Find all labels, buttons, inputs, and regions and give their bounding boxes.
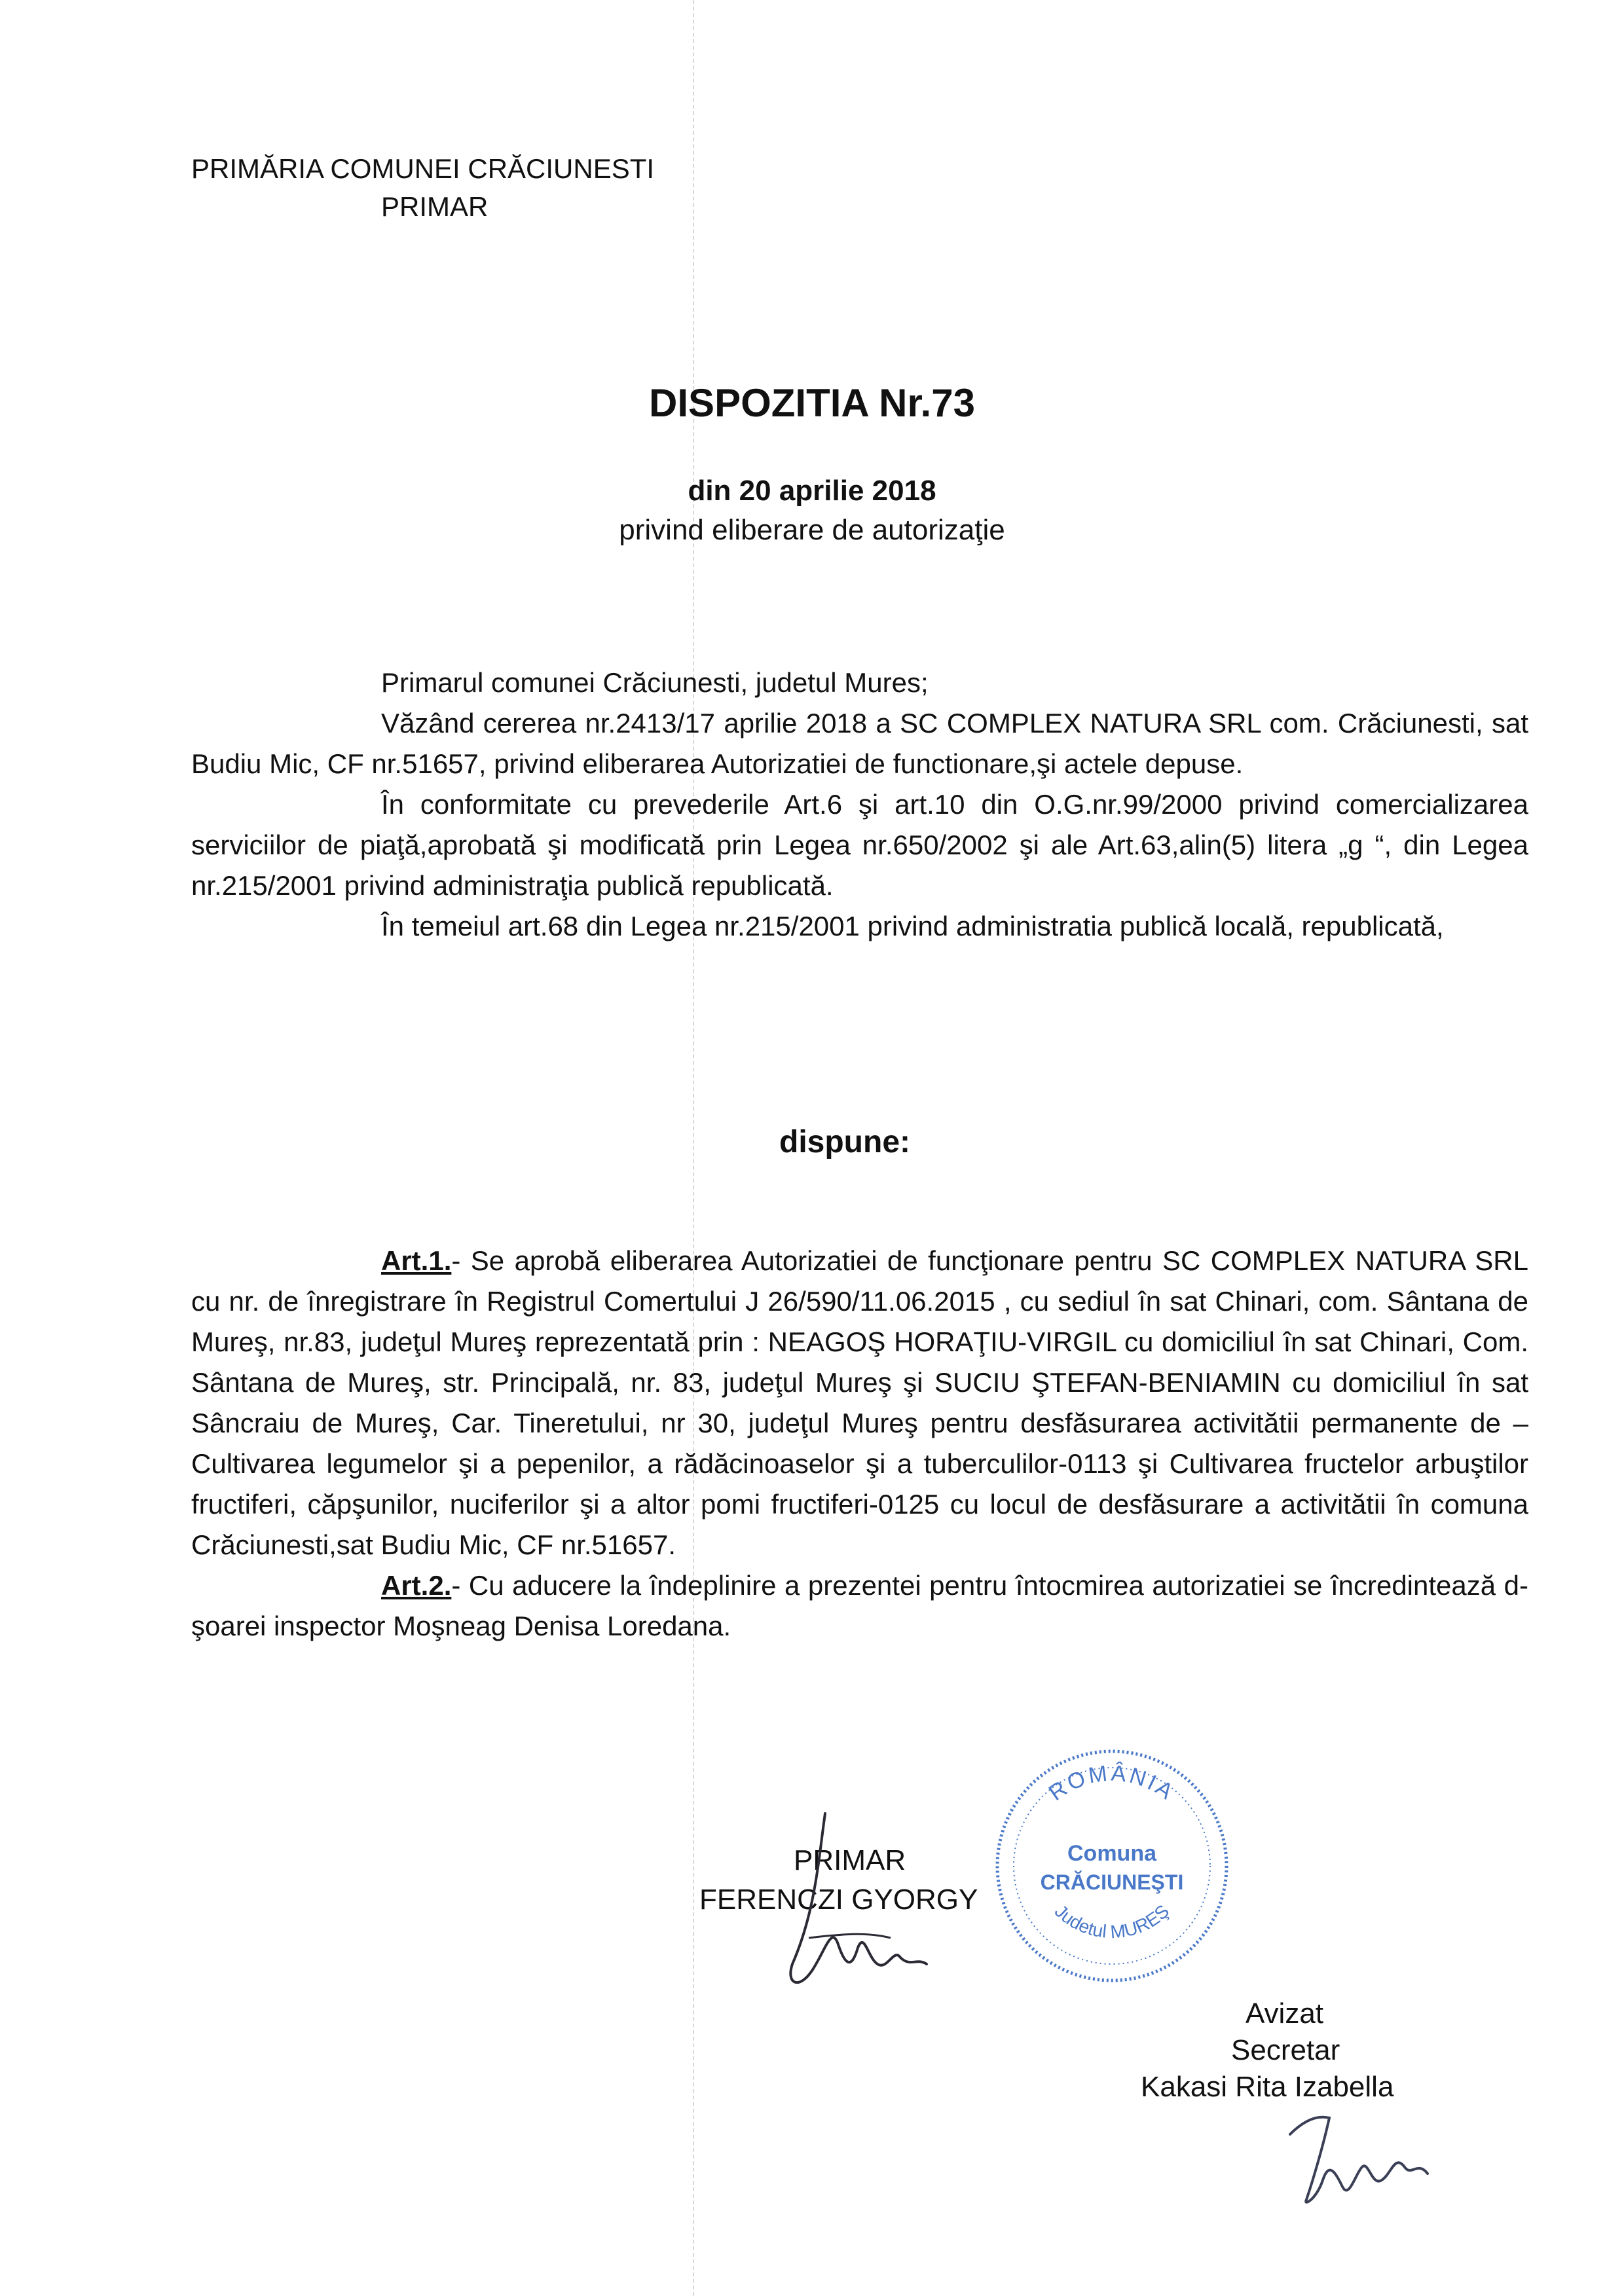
fold-line	[693, 0, 694, 2296]
article-1-text: - Se aprobă eliberarea Autorizatiei de funcţionare pentru SC COMPLEX NATURA SRL cu nr. de înregistrare în Registrul Comertului J 26/590/11.06.2015 , cu sediul în sat Chinari, com. Sântana de Mureş, nr.83, judeţul Mureş reprezentată prin : NEAGOŞ HORAŢIU-VIRGIL cu domiciliul în sat Chinari, Com. Sântana de Mureş, str. Principală, nr. 83, judeţul Mureş şi SUCIU ŞTEFAN-BENIAMIN cu domiciliul în sat Sâncraiu de Mureş, Car. Tineretului, nr 30, judeţul Mureş pentru desfăsurarea activitătii permanente de – Cultivarea legumelor şi a pepenilor, a rădăcinoaselor şi a tuberculilor-0113 şi Cultivarea fructelor arbuştilor fructiferi, căpşunilor, nuciferilor şi a altor pomi fructiferi-0125 cu locul de desfăsurare a activitătii în comuna Crăciunesti,sat Budiu Mic, CF nr.51657.	[191, 1245, 1528, 1560]
institution-name: PRIMĂRIA COMUNEI CRĂCIUNESTI	[191, 153, 655, 184]
mayor-role: PRIMAR	[794, 1844, 906, 1876]
secretary-avizat: Avizat	[1246, 1997, 1324, 2030]
svg-text:Judetul MUREŞ	[1051, 1901, 1173, 1942]
preamble	[191, 663, 1528, 947]
stamp-bottom-text: Judetul MUREŞ	[1050, 1901, 1173, 1942]
mayor-name: FERENCZI GYORGY	[699, 1884, 978, 1916]
preamble-request: Văzând cererea nr.2413/17 aprilie 2018 a SC COMPLEX NATURA SRL com. Crăciunesti, sat Budiu Mic, CF nr.51657, privind eliberarea Autorizatiei de functionare,şi actele depuse.	[191, 708, 1528, 779]
office-name: PRIMAR	[381, 191, 489, 222]
document-date: din 20 aprilie 2018	[688, 475, 936, 507]
preamble-legal-basis: În conformitate cu prevederile Art.6 şi art.10 din O.G.nr.99/2000 privind comercializarea serviciilor de piaţă,aprobată şi modificată prin Legea nr.650/2002 şi ale Art.63,alin(5) litera „g “, din Legea nr.215/2001 privind administraţia publică republicată.	[191, 789, 1528, 901]
stamp-top-text: ROMÂNIA	[1044, 1760, 1180, 1806]
article-1	[191, 1241, 1528, 1565]
article-1-label: Art.1.	[381, 1245, 452, 1276]
official-stamp	[987, 1741, 1236, 1990]
secretary-name: Kakasi Rita Izabella	[1141, 2071, 1394, 2103]
dispune-heading: dispune:	[779, 1125, 910, 1159]
articles	[191, 1241, 1528, 1647]
mayor-signature	[753, 1807, 950, 2003]
stamp-line-1: Comuna	[1067, 1841, 1156, 1866]
secretary-role: Secretar	[1231, 2034, 1340, 2066]
svg-text:ROMÂNIA	[1044, 1760, 1179, 1806]
document-title: DISPOZITIA Nr.73	[649, 381, 975, 425]
article-2-text: - Cu aducere la îndeplinire a prezentei pentru întocmirea autorizatiei se încredintează d-şoarei inspector Moşneag Denisa Loredana.	[191, 1570, 1528, 1641]
preamble-temei: În temeiul art.68 din Legea nr.215/2001 privind administratia publică locală, republicată,	[381, 911, 1444, 941]
secretary-signature	[1277, 2095, 1447, 2213]
document-subject: privind eliberare de autorizaţie	[619, 514, 1005, 546]
article-2-label: Art.2.	[381, 1570, 452, 1601]
stamp-line-2: CRĂCIUNEŞTI	[1040, 1870, 1184, 1894]
article-2	[191, 1565, 1528, 1647]
preamble-mayor: Primarul comunei Crăciunesti, judetul Mures;	[381, 667, 929, 698]
